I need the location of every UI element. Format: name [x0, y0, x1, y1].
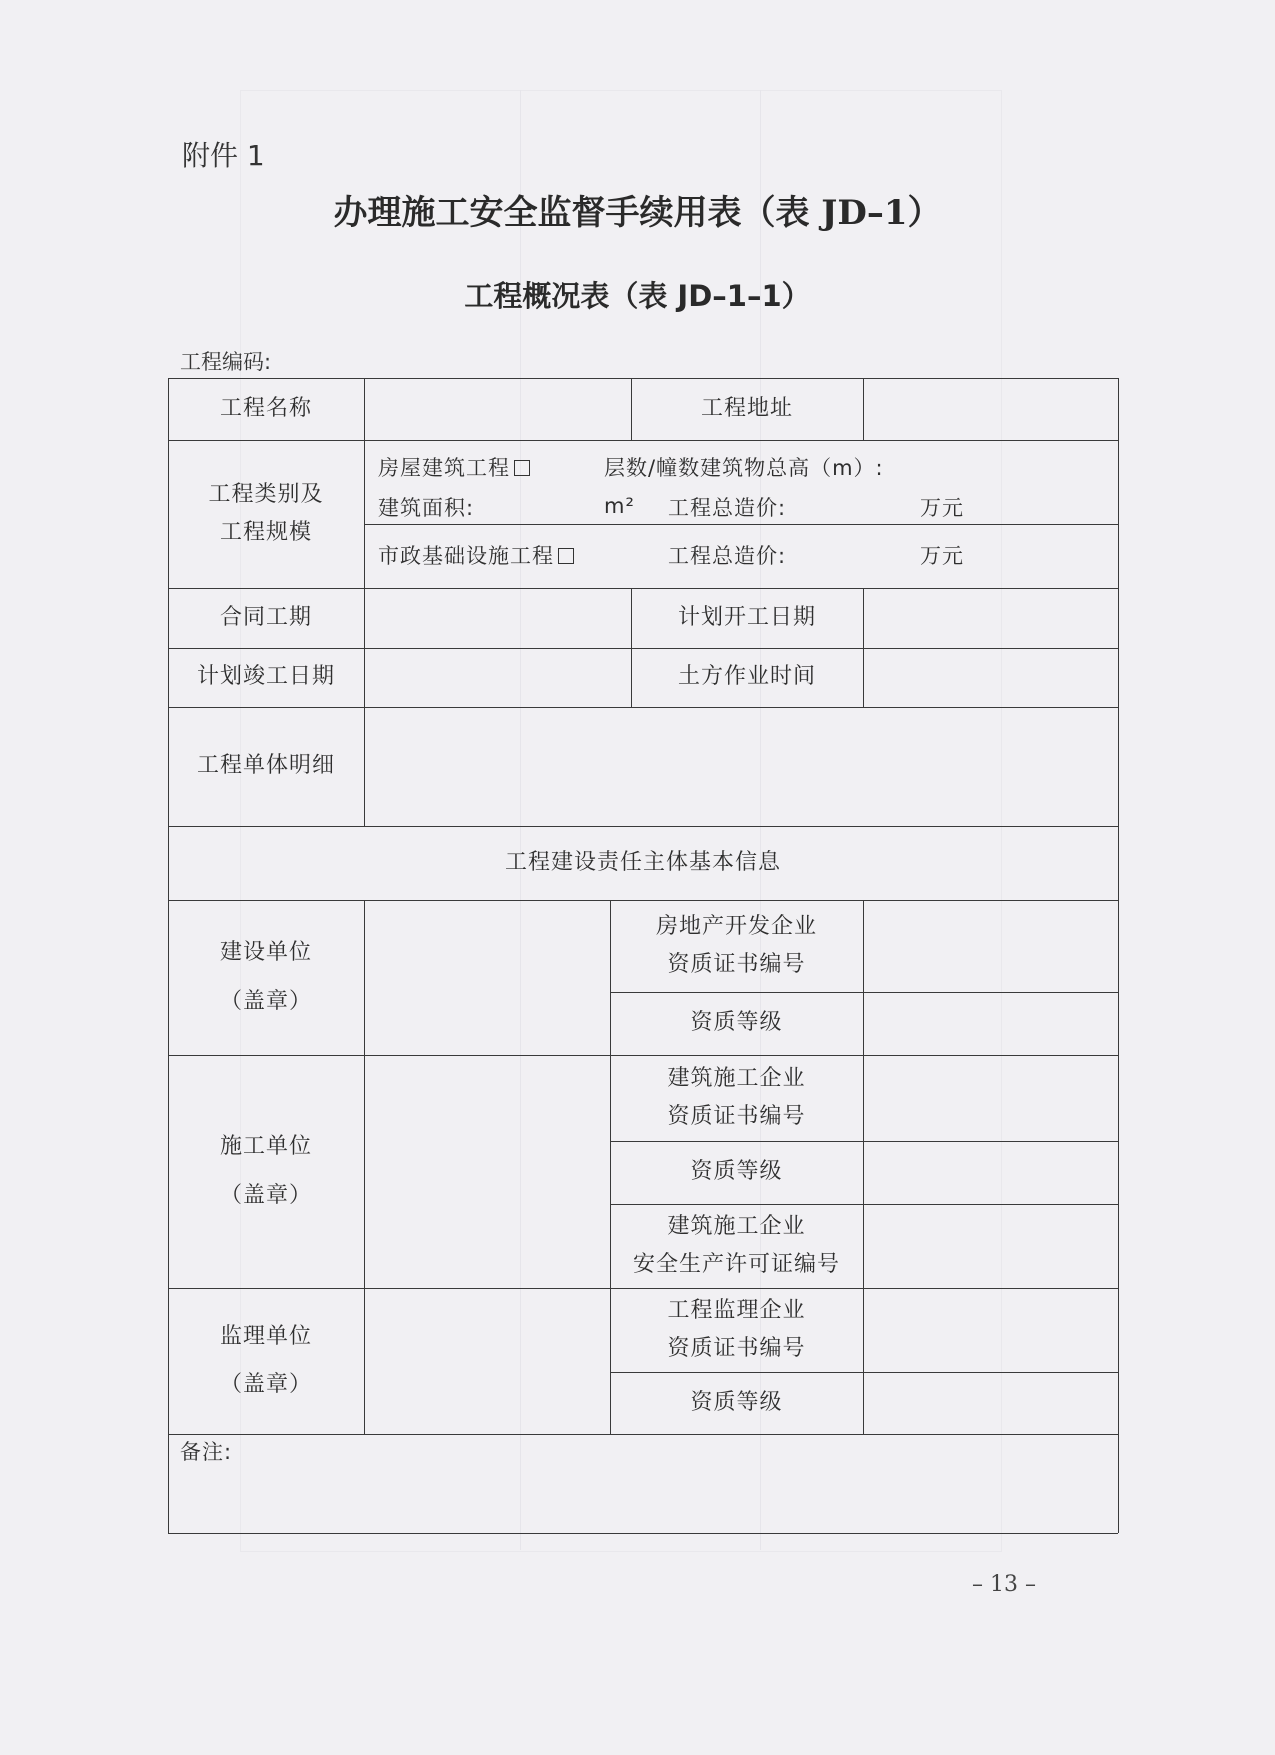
building-works-checkbox[interactable]: [514, 460, 530, 476]
project-code-label: 工程编码:: [180, 350, 272, 374]
municipal-total-cost-label: 工程总造价:: [668, 544, 787, 568]
contractor-grade-field[interactable]: [863, 1141, 1118, 1204]
planned-finish-field[interactable]: [364, 648, 631, 707]
builder-grade-field[interactable]: [863, 992, 1118, 1055]
category-scale-label: 工程类别及 工程规模: [208, 481, 324, 545]
supervisor-grade-field[interactable]: [863, 1372, 1118, 1434]
supervisor-cert-label: 工程监理企业 资质证书编号: [667, 1297, 806, 1361]
builder-unit-field[interactable]: [364, 900, 610, 1055]
builder-unit-label: 建设单位 （盖章）: [219, 940, 312, 1014]
supervisor-unit-label: 监理单位 （盖章）: [219, 1323, 312, 1397]
table-rule: [364, 524, 1118, 525]
total-cost-unit: 万元: [920, 496, 964, 520]
earthwork-time-field[interactable]: [863, 648, 1118, 707]
building-works-option[interactable]: [378, 458, 530, 479]
planned-start-field[interactable]: [863, 588, 1118, 648]
table-rule: [1118, 378, 1119, 1533]
contract-period-label: 合同工期: [219, 604, 312, 630]
table-rule: [168, 1434, 1118, 1435]
earthwork-time-label: 土方作业时间: [677, 664, 816, 690]
floors-height-label: 层数/幢数建筑物总高（m）:: [604, 456, 884, 480]
supervisor-cert-field[interactable]: [863, 1288, 1118, 1372]
contractor-unit-label: 施工单位 （盖章）: [219, 1134, 312, 1208]
total-cost-label: 工程总造价:: [668, 496, 787, 520]
remarks-field[interactable]: [168, 1472, 1118, 1533]
contractor-cert-label: 建筑施工企业 资质证书编号: [667, 1065, 806, 1129]
developer-cert-label: 房地产开发企业 资质证书编号: [655, 913, 817, 977]
supervisor-grade-label: 资质等级: [690, 1389, 783, 1415]
project-address-field[interactable]: [863, 378, 1118, 440]
planned-start-label: 计划开工日期: [677, 604, 816, 630]
municipal-works-checkbox[interactable]: [558, 548, 574, 564]
remarks-label: 备注:: [180, 1440, 233, 1464]
unit-details-label: 工程单体明细: [196, 753, 335, 779]
contractor-cert-field[interactable]: [863, 1055, 1118, 1141]
safety-license-field[interactable]: [863, 1204, 1118, 1288]
section-title: 工程建设责任主体基本信息: [504, 849, 781, 875]
building-works-label: 房屋建筑工程: [378, 456, 510, 480]
project-name-field[interactable]: [364, 378, 631, 440]
unit-details-field[interactable]: [364, 707, 1118, 826]
contract-period-field[interactable]: [364, 588, 631, 648]
project-name-label: 工程名称: [219, 395, 312, 421]
contractor-grade-label: 资质等级: [690, 1159, 783, 1185]
municipal-works-option[interactable]: [378, 546, 574, 567]
municipal-works-label: 市政基础设施工程: [378, 544, 554, 568]
table-rule: [168, 1533, 1118, 1534]
builder-grade-label: 资质等级: [690, 1010, 783, 1036]
developer-cert-field[interactable]: [863, 900, 1118, 992]
area-unit: m²: [604, 494, 635, 518]
planned-finish-label: 计划竣工日期: [196, 664, 335, 690]
safety-license-label: 建筑施工企业 安全生产许可证编号: [632, 1213, 840, 1277]
form-subtitle: 工程概况表（表 JD–1–1）: [464, 279, 811, 313]
municipal-total-cost-unit: 万元: [920, 544, 964, 568]
supervisor-unit-field[interactable]: [364, 1288, 610, 1434]
project-overview-table: [168, 378, 1118, 1533]
contractor-unit-field[interactable]: [364, 1055, 610, 1288]
project-address-label: 工程地址: [700, 395, 793, 421]
attachment-label: 附件 1: [182, 139, 265, 172]
document-title: 办理施工安全监督手续用表（表 JD–1）: [333, 193, 942, 233]
page-number: – 13 –: [972, 1572, 1036, 1597]
building-area-label: 建筑面积:: [378, 496, 475, 520]
